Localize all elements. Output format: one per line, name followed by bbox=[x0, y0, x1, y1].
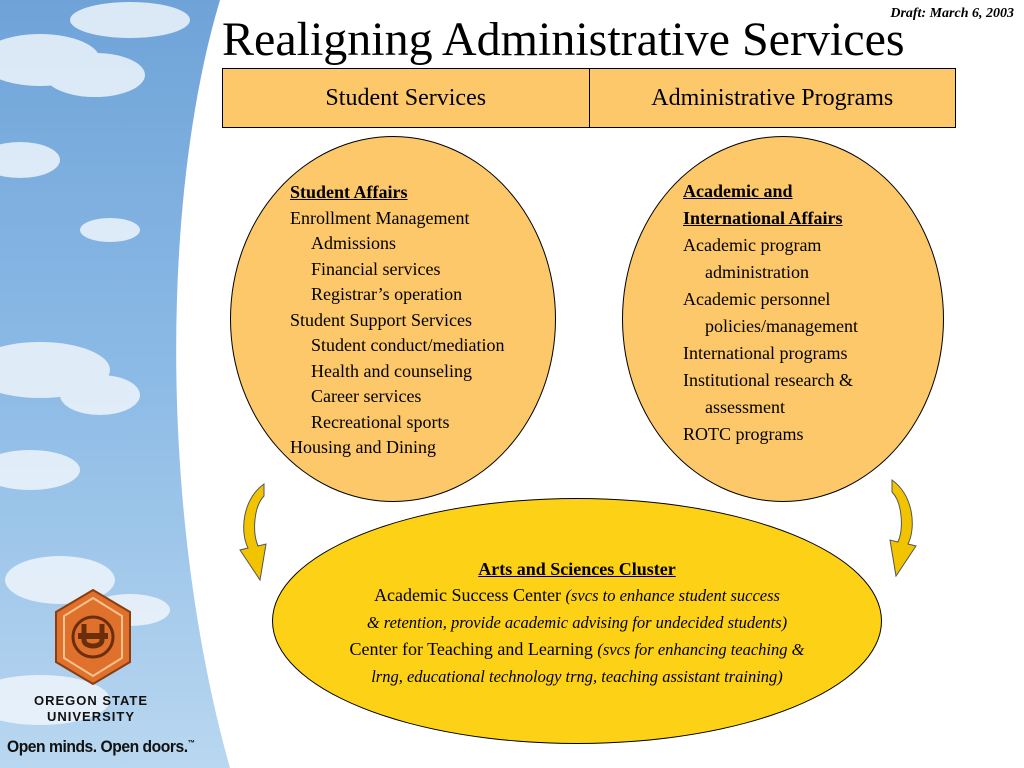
asc-desc-2: & retention, provide academic advising for undecided students) bbox=[366, 613, 788, 632]
list-item: Academic personnel bbox=[683, 289, 831, 309]
asc-line-2 bbox=[272, 609, 882, 636]
list-item: administration bbox=[705, 262, 809, 282]
academic-affairs-heading-line1: Academic and bbox=[683, 181, 793, 201]
list-item: Health and counseling bbox=[311, 360, 472, 381]
asc-desc-1: (svcs to enhance student success bbox=[565, 586, 780, 605]
header-administrative-programs: Administrative Programs bbox=[589, 69, 956, 127]
list-item: Housing and Dining bbox=[290, 437, 436, 457]
ctl-line-1 bbox=[272, 636, 882, 663]
slide-title: Realigning Administrative Services bbox=[222, 13, 905, 66]
ctl-desc-2: lrng, educational technology trng, teaching assistant training) bbox=[371, 667, 783, 686]
list-item: Career services bbox=[311, 386, 422, 406]
arts-sciences-text bbox=[272, 556, 882, 690]
ctl-name: Center for Teaching and Learning bbox=[349, 639, 593, 659]
academic-affairs-heading-line2: International Affairs bbox=[683, 208, 843, 228]
list-item: Recreational sports bbox=[311, 411, 450, 432]
curved-arrow-right-icon bbox=[888, 478, 922, 578]
university-name-line2: UNIVERSITY bbox=[46, 709, 135, 724]
list-item: Registrar’s operation bbox=[311, 284, 463, 304]
list-item: policies/management bbox=[705, 316, 858, 336]
tagline bbox=[7, 737, 194, 757]
asc-name: Academic Success Center bbox=[374, 585, 561, 605]
list-item: assessment bbox=[705, 397, 785, 417]
category-header-table bbox=[222, 68, 956, 128]
student-affairs-heading: Student Affairs bbox=[290, 182, 408, 202]
list-item: Admissions bbox=[311, 233, 397, 253]
trademark-symbol: ™ bbox=[187, 738, 195, 748]
student-affairs-list bbox=[290, 180, 504, 461]
list-item: Student conduct/mediation bbox=[311, 335, 505, 355]
ctl-desc-1: (svcs for enhancing teaching & bbox=[597, 640, 805, 659]
list-item: Institutional research & bbox=[683, 370, 853, 390]
list-item: Student Support Services bbox=[290, 309, 472, 330]
list-item: International programs bbox=[683, 343, 848, 363]
list-item: Enrollment Management bbox=[290, 207, 470, 228]
curved-arrow-left-icon bbox=[234, 482, 268, 582]
osu-hexagon-logo-icon bbox=[54, 588, 132, 686]
university-name-line1: OREGON STATE bbox=[33, 693, 149, 708]
header-student-services: Student Services bbox=[325, 84, 487, 111]
asc-line-1 bbox=[272, 582, 882, 609]
list-item: Financial services bbox=[311, 258, 441, 279]
academic-affairs-list bbox=[683, 178, 858, 448]
tagline-text: Open minds. Open doors. bbox=[7, 737, 188, 756]
list-item: Academic program bbox=[683, 235, 822, 255]
ctl-line-2 bbox=[272, 663, 882, 690]
list-item: ROTC programs bbox=[683, 424, 804, 444]
draft-date-label: Draft: March 6, 2003 bbox=[890, 6, 1014, 21]
university-name bbox=[0, 693, 182, 725]
arts-sciences-heading: Arts and Sciences Cluster bbox=[478, 559, 676, 579]
